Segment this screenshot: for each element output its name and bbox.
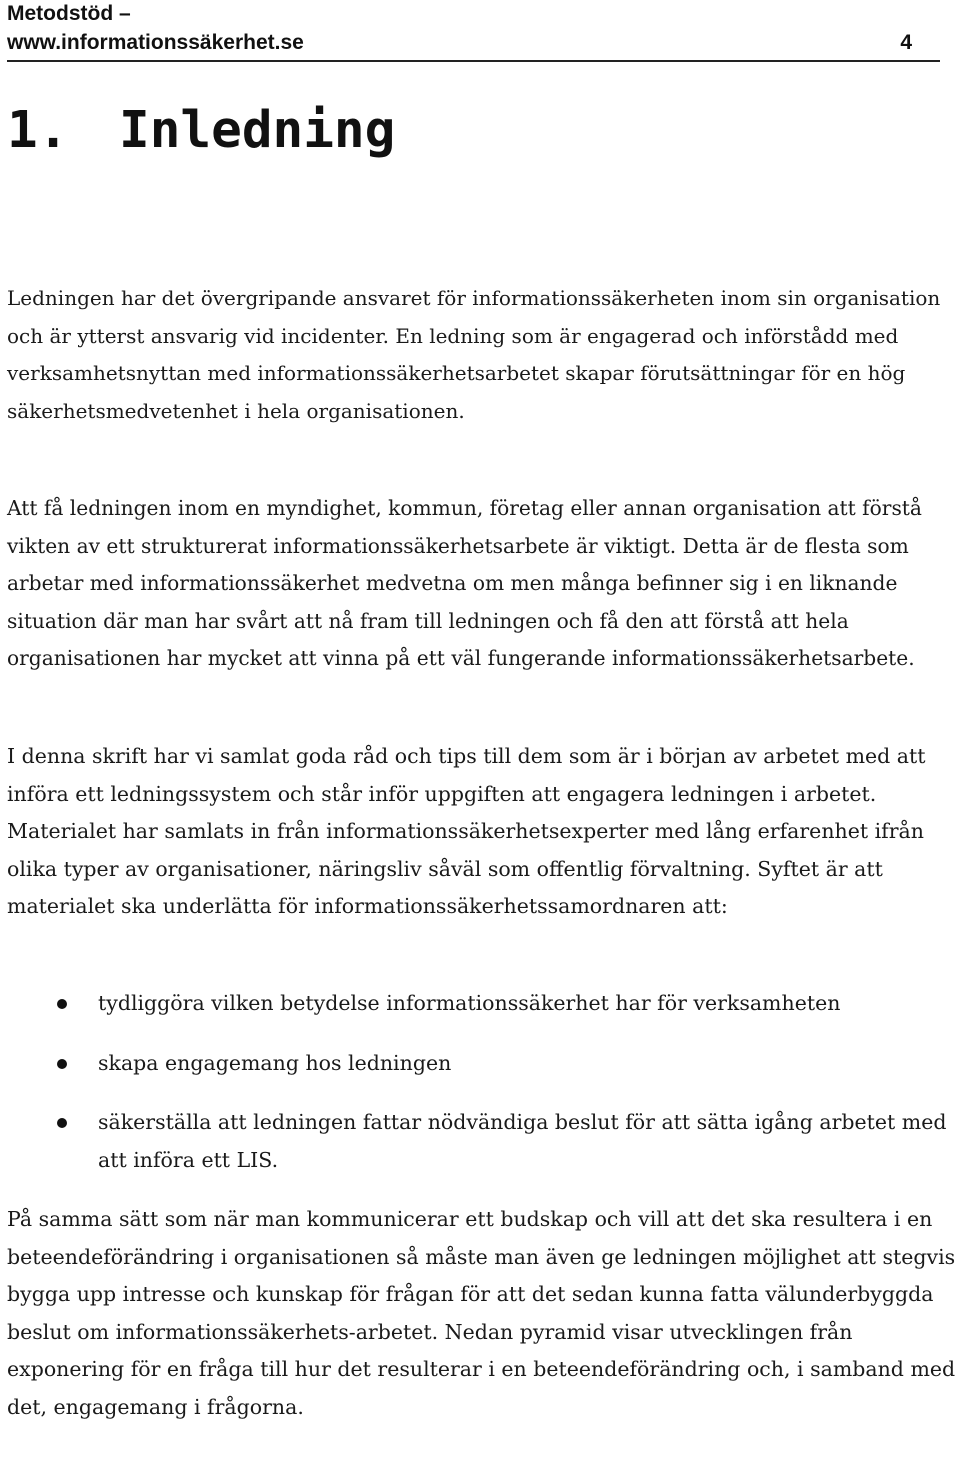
running-header <box>7 0 940 62</box>
list-item <box>7 1045 957 1083</box>
bullet-dot-icon <box>57 999 67 1009</box>
paragraph-1: Ledningen har det övergripande ansvaret för informationssäkerheten inom sin organisation och är ytterst ansvarig vid incidenter. En ledning som är engagerad och införstådd med verksamhetsnyttan med informationssäkerhetsarbetet skapar förutsättningar för en hög säkerhetsmedvetenhet i hela organisationen. <box>7 286 941 423</box>
list-item-text: säkerställa att ledningen fattar nödvändiga beslut för att sätta igång arbetet med att införa ett LIS. <box>98 1110 947 1172</box>
paragraph-3: I denna skrift har vi samlat goda råd och tips till dem som är i början av arbetet med att införa ett ledningssystem och står inför uppgiften att engagera ledningen i arbetet. Materialet har samlats in från informationssäkerhetsexperter med lång erfarenhet ifrån olika typer av organisationer, näringsliv såväl som offentlig förvaltning. Syftet är att materialet ska underlätta för informationssäkerhetssamordnaren att: <box>7 744 926 919</box>
bullet-dot-icon <box>57 1059 67 1069</box>
bullet-list <box>7 985 957 1201</box>
bullet-dot-icon <box>57 1118 67 1128</box>
list-item <box>7 985 957 1023</box>
paragraph-4: På samma sätt som när man kommunicerar ett budskap och vill att det ska resultera i en beteendeförändring i organisationen så måste man även ge ledningen möjlighet att stegvis bygga upp intresse och kunskap för frågan för att det sedan kunna fatta välunderbyggda beslut om informationssäkerhets-arbetet. Nedan pyramid visar utvecklingen från exponering för en fråga till hur det resulterar i en beteendeförändring och, i samband med det, engagemang i frågorna. <box>7 1207 956 1419</box>
list-item <box>7 1104 957 1179</box>
page-number: 4 <box>900 31 912 54</box>
header-publisher: Metodstöd – <box>7 2 131 25</box>
header-website: www.informationssäkerhet.se <box>7 31 304 54</box>
list-item-text: tydliggöra vilken betydelse informationssäkerhet har för verksamheten <box>98 991 841 1015</box>
chapter-heading <box>7 92 395 170</box>
paragraph-2: Att få ledningen inom en myndighet, kommun, företag eller annan organisation att förstå vikten av ett strukturerat informationssäkerhetsarbete är viktigt. Detta är de flesta som arbetar med informationssäkerhet medvetna om men många befinner sig i en liknande situation där man har svårt att nå fram till ledningen och få den att förstå att hela organisationen har mycket att vinna på ett väl fungerande informationssäkerhetsarbete. <box>7 496 922 671</box>
list-item-text: skapa engagemang hos ledningen <box>98 1050 452 1075</box>
chapter-title: Inledning <box>119 101 396 160</box>
chapter-number: 1. <box>7 101 69 160</box>
